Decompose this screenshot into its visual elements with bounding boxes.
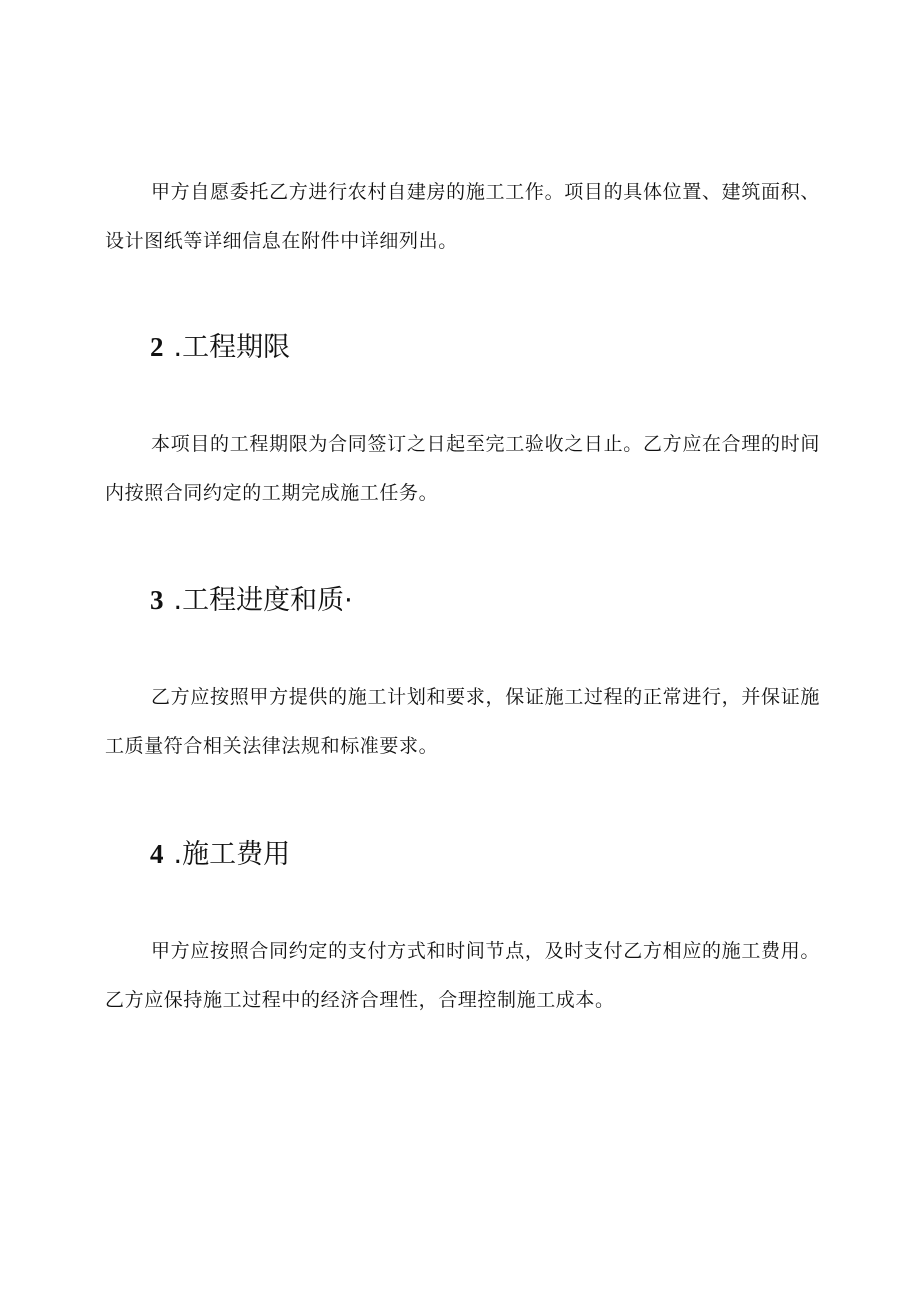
section-title-4: .施工费用 xyxy=(173,839,291,870)
section-body-2: 本项目的工程期限为合同签订之日起至完工验收之日止。乙方应在合理的时间内按照合同约定的工期完成施工任务。 xyxy=(105,433,820,504)
section-number-3: 3 xyxy=(150,585,164,615)
section-title-2: .工程期限 xyxy=(173,332,291,363)
section-number-2: 2 xyxy=(150,332,164,362)
section-heading-4 xyxy=(150,836,290,873)
section-number-4: 4 xyxy=(150,839,164,869)
section-body-3: 乙方应按照甲方提供的施工计划和要求，保证施工过程的正常进行，并保证施工质量符合相关法律法规和标准要求。 xyxy=(105,686,820,757)
section-body-4: 甲方应按照合同约定的支付方式和时间节点，及时支付乙方相应的施工费用。乙方应保持施工过程中的经济合理性，合理控制施工成本。 xyxy=(105,940,820,1011)
section-title-3: .工程进度和质· xyxy=(173,585,353,616)
paragraph-intro: 甲方自愿委托乙方进行农村自建房的施工工作。项目的具体位置、建筑面积、设计图纸等详细信息在附件中详细列出。 xyxy=(105,181,820,252)
section-heading-3 xyxy=(150,582,353,619)
section-heading-2 xyxy=(150,329,290,366)
